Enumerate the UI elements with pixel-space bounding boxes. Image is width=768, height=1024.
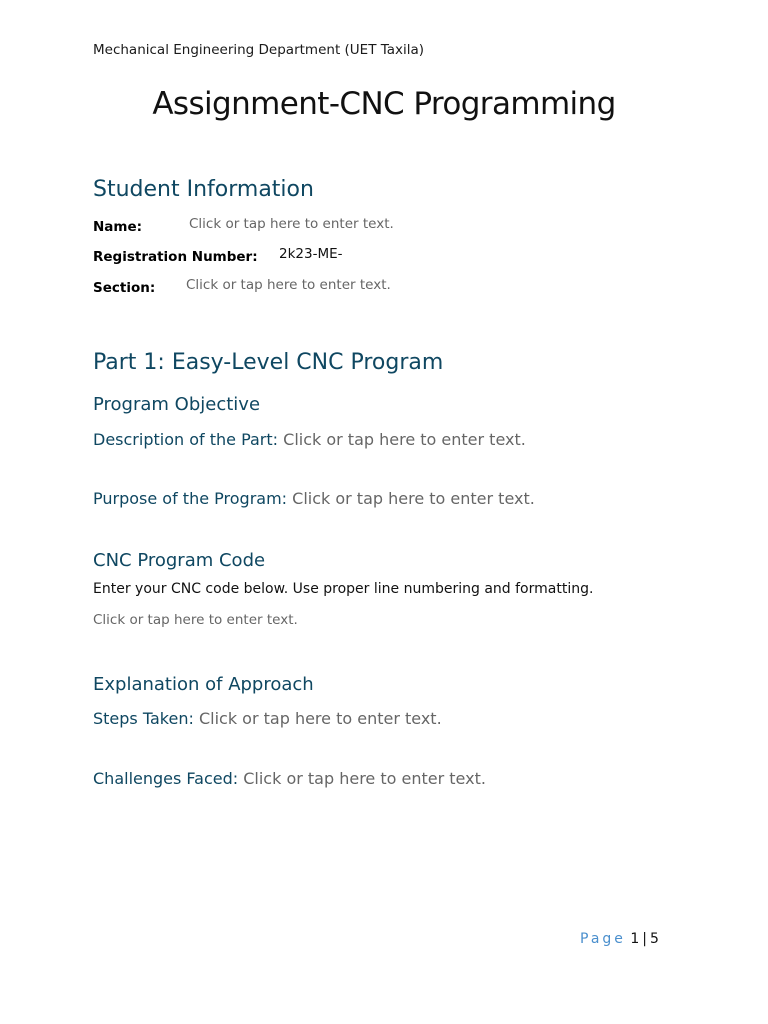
challenges-row bbox=[93, 769, 486, 788]
cnc-code-instruction: Enter your CNC code below. Use proper line numbering and formatting. bbox=[93, 581, 594, 597]
name-field[interactable]: Click or tap here to enter text. bbox=[189, 216, 394, 232]
program-objective-heading: Program Objective bbox=[93, 394, 261, 415]
name-label: Name: bbox=[93, 219, 143, 235]
part1-heading: Part 1: Easy-Level CNC Program bbox=[93, 350, 444, 375]
challenges-field[interactable]: Click or tap here to enter text. bbox=[243, 769, 486, 788]
steps-row bbox=[93, 709, 442, 728]
description-field[interactable]: Click or tap here to enter text. bbox=[283, 430, 526, 449]
cnc-code-field[interactable]: Click or tap here to enter text. bbox=[93, 612, 298, 628]
name-row bbox=[93, 216, 142, 235]
purpose-row bbox=[93, 489, 535, 508]
page-footer bbox=[580, 931, 659, 947]
section-label: Section: bbox=[93, 280, 156, 296]
purpose-label: Purpose of the Program: bbox=[93, 489, 288, 508]
section-field[interactable]: Click or tap here to enter text. bbox=[186, 277, 391, 293]
description-label: Description of the Part: bbox=[93, 430, 279, 449]
steps-label: Steps Taken: bbox=[93, 709, 194, 728]
purpose-field[interactable]: Click or tap here to enter text. bbox=[292, 489, 535, 508]
cnc-code-heading: CNC Program Code bbox=[93, 550, 266, 571]
footer-page-word: Page bbox=[580, 931, 626, 947]
registration-field[interactable]: 2k23-ME- bbox=[279, 246, 343, 262]
page-header-department: Mechanical Engineering Department (UET Taxila) bbox=[93, 42, 425, 58]
footer-total-pages: 5 bbox=[650, 931, 659, 947]
description-row bbox=[93, 430, 526, 449]
footer-separator: | bbox=[642, 931, 647, 947]
approach-heading: Explanation of Approach bbox=[93, 674, 314, 695]
steps-field[interactable]: Click or tap here to enter text. bbox=[198, 709, 442, 728]
section-row bbox=[93, 277, 155, 296]
registration-label: Registration Number: bbox=[93, 249, 258, 265]
document-title: Assignment-CNC Programming bbox=[152, 86, 616, 122]
registration-row bbox=[93, 246, 258, 265]
challenges-label: Challenges Faced: bbox=[93, 769, 239, 788]
student-information-heading: Student Information bbox=[93, 177, 314, 202]
footer-page-number: 1 bbox=[630, 931, 640, 947]
